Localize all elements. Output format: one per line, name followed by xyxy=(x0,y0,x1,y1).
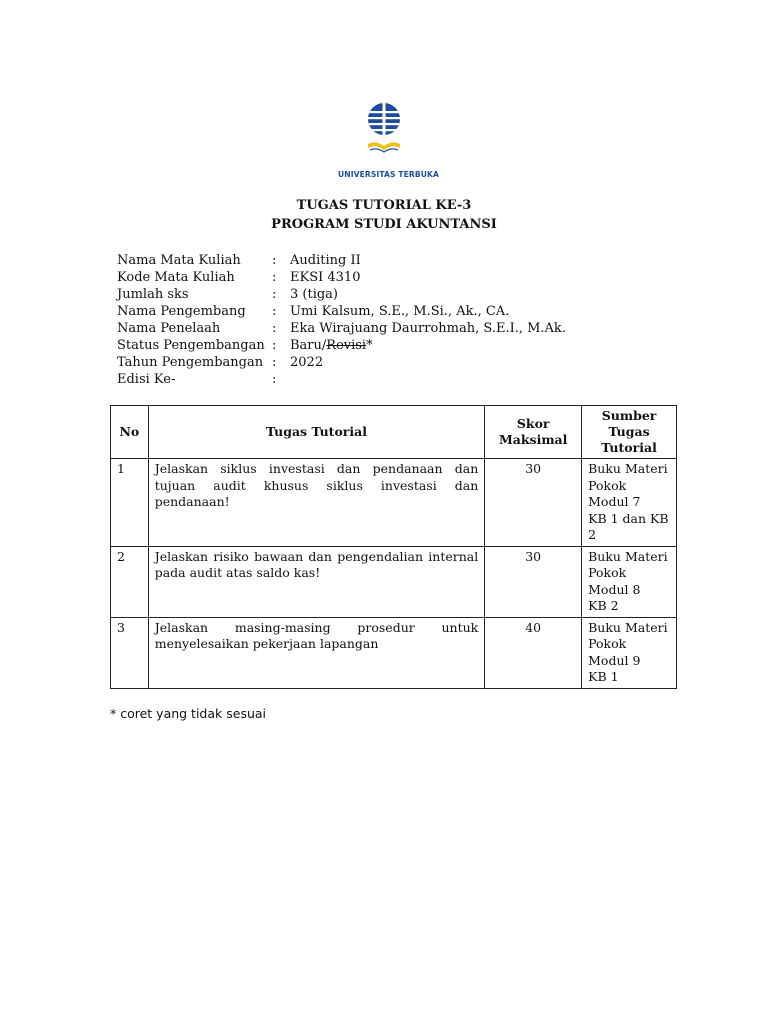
row-source xyxy=(582,459,677,547)
row-source xyxy=(582,546,677,617)
info-separator: : xyxy=(272,338,277,353)
info-label: Jumlah sks xyxy=(117,287,189,302)
row-number: 1 xyxy=(111,459,149,547)
header-no: No xyxy=(111,406,149,459)
info-separator: : xyxy=(272,372,277,387)
info-separator: : xyxy=(272,287,277,302)
table-row xyxy=(111,459,677,547)
info-label: Edisi Ke- xyxy=(117,372,176,387)
info-value: Eka Wirajuang Daurrohmah, S.E.I., M.Ak. xyxy=(290,321,566,336)
info-label: Nama Penelaah xyxy=(117,321,221,336)
table-row xyxy=(111,546,677,617)
status-value-plain: Baru/ xyxy=(290,338,327,353)
info-row xyxy=(117,354,566,371)
source-line: Buku Materi xyxy=(588,619,668,635)
info-row xyxy=(117,337,566,354)
info-separator: : xyxy=(272,270,277,285)
source-line: Modul 9 xyxy=(588,652,641,668)
info-separator: : xyxy=(272,321,277,336)
university-logo xyxy=(338,102,439,182)
header-score xyxy=(485,406,582,459)
info-row xyxy=(117,303,566,320)
source-line: Modul 8 xyxy=(588,581,641,597)
source-line: Buku Materi xyxy=(588,461,668,476)
row-task: Jelaskan siklus investasi dan pendanaan dan tujuan audit khusus siklus investasi dan pendanaan! xyxy=(148,459,485,547)
row-score: 30 xyxy=(485,546,582,617)
info-label: Kode Mata Kuliah xyxy=(117,270,235,285)
document-subtitle: PROGRAM STUDI AKUNTANSI xyxy=(271,217,497,232)
row-source xyxy=(582,617,677,688)
document-title: TUGAS TUTORIAL KE-3 xyxy=(296,198,472,213)
row-task: Jelaskan risiko bawaan dan pengendalian internal pada audit atas saldo kas! xyxy=(148,546,485,617)
info-value: 3 (tiga) xyxy=(290,287,339,302)
info-row xyxy=(117,371,566,388)
info-value: 2022 xyxy=(290,355,324,370)
source-line: KB 2 xyxy=(588,598,619,613)
source-line: Modul 7 xyxy=(588,494,641,509)
row-task: Jelaskan masing-masing prosedur untuk menyelesaikan pekerjaan lapangan xyxy=(148,617,485,688)
table-row xyxy=(111,617,677,688)
info-value: EKSI 4310 xyxy=(290,270,361,285)
info-value: Auditing II xyxy=(290,253,361,268)
info-value: Umi Kalsum, S.E., M.Si., Ak., CA. xyxy=(290,304,510,319)
source-line: Buku Materi xyxy=(588,548,668,564)
info-separator: : xyxy=(272,355,277,370)
logo-text: UNIVERSITAS TERBUKA xyxy=(338,170,439,179)
table-header-row xyxy=(111,406,677,459)
header-score-line: Maksimal xyxy=(498,432,568,447)
source-line: Pokok xyxy=(588,636,627,651)
tutorial-table xyxy=(110,405,677,689)
row-score: 40 xyxy=(485,617,582,688)
header-source-line: Tutorial xyxy=(601,440,657,455)
header-source-line: Sumber xyxy=(601,408,657,423)
info-label: Nama Mata Kuliah xyxy=(117,253,241,268)
row-number: 2 xyxy=(111,546,149,617)
source-line: Pokok xyxy=(588,477,627,493)
footnote: * coret yang tidak sesuai xyxy=(110,706,267,721)
info-label: Tahun Pengembangan xyxy=(117,355,264,370)
source-line: Pokok xyxy=(588,565,627,580)
header-source xyxy=(582,406,677,459)
info-row xyxy=(117,269,566,286)
header-task: Tugas Tutorial xyxy=(148,406,485,459)
status-value-suffix: * xyxy=(366,338,373,353)
status-value-struck: Revisi xyxy=(326,338,367,353)
info-row xyxy=(117,252,566,269)
info-separator: : xyxy=(272,304,277,319)
info-row xyxy=(117,320,566,337)
logo-emblem-icon xyxy=(367,102,401,166)
info-row xyxy=(117,286,566,303)
row-number: 3 xyxy=(111,617,149,688)
course-info xyxy=(117,252,566,388)
source-line: KB 1 dan KB xyxy=(588,510,669,526)
source-line: KB 1 xyxy=(588,669,619,684)
info-separator: : xyxy=(272,253,277,268)
info-label: Nama Pengembang xyxy=(117,304,246,319)
header-source-line: Tugas xyxy=(608,424,650,439)
info-label: Status Pengembangan xyxy=(117,338,265,353)
source-line: 2 xyxy=(588,527,597,542)
header-score-line: Skor xyxy=(516,416,550,431)
row-score: 30 xyxy=(485,459,582,547)
